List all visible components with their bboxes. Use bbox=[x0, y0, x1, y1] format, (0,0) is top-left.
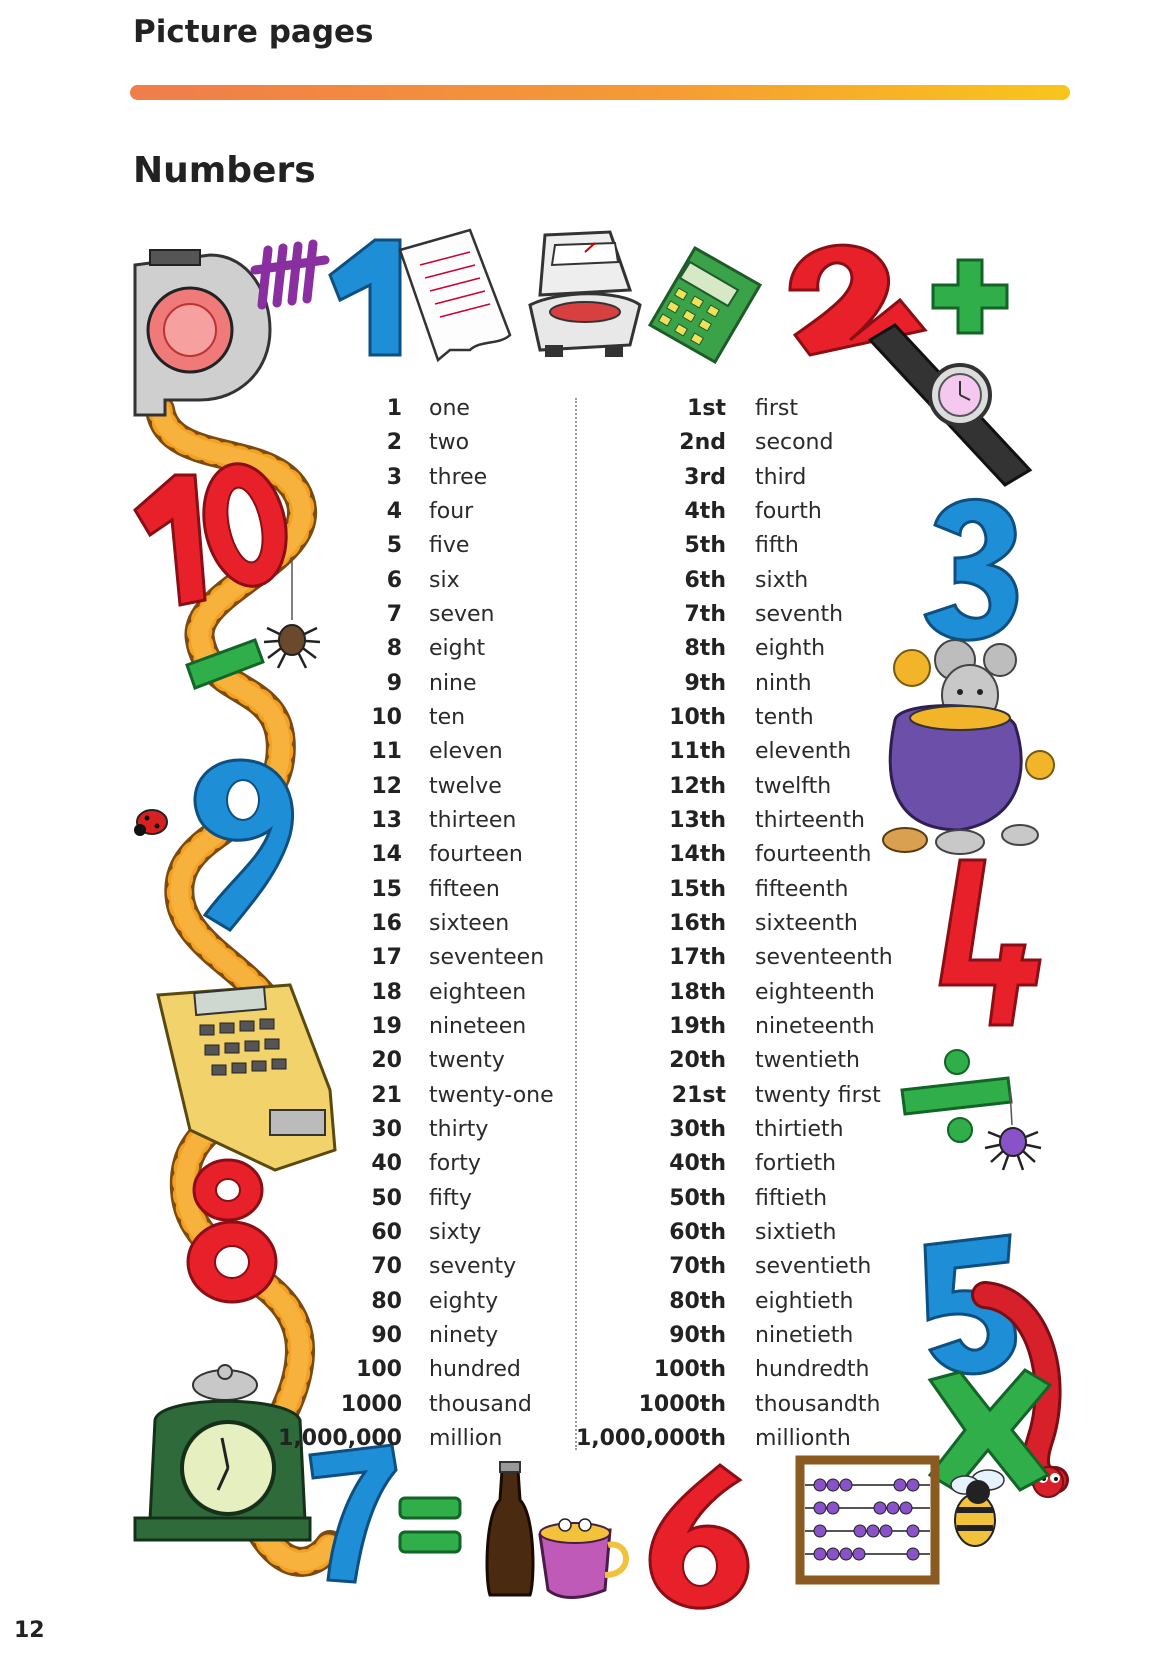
cardinal-numeral: 15 bbox=[371, 876, 402, 902]
cardinal-word-row bbox=[429, 1388, 579, 1422]
ladybird-icon bbox=[134, 810, 167, 836]
ordinal-numeral-row bbox=[560, 1319, 726, 1353]
cardinal-numeral-row bbox=[200, 426, 402, 460]
cardinal-word: thirty bbox=[429, 1116, 489, 1142]
numeral-6-icon bbox=[650, 1465, 748, 1608]
ordinal-word-row bbox=[755, 1388, 975, 1422]
ordinal-word-row bbox=[755, 735, 975, 769]
cardinal-word-row bbox=[429, 495, 579, 529]
cardinal-word-row bbox=[429, 598, 579, 632]
ordinal-numeral-row bbox=[560, 1285, 726, 1319]
cardinal-numeral-row bbox=[200, 461, 402, 495]
cardinal-word: fourteen bbox=[429, 842, 523, 868]
cardinal-word-row bbox=[429, 461, 579, 495]
ordinal-numeral-row bbox=[560, 1388, 726, 1422]
cardinal-numeral: 21 bbox=[371, 1082, 402, 1108]
ordinal-numeral: 8th bbox=[684, 636, 726, 662]
cardinal-numeral-row bbox=[200, 529, 402, 563]
ordinal-word: first bbox=[755, 396, 798, 421]
cardinal-word: eighty bbox=[429, 1288, 499, 1314]
cardinal-numeral: 1 bbox=[386, 396, 402, 421]
cardinal-numeral-row bbox=[200, 976, 402, 1010]
tally-marks-icon bbox=[255, 244, 325, 305]
ordinal-word: eighth bbox=[755, 636, 826, 662]
ordinal-word: millionth bbox=[755, 1425, 851, 1451]
ordinal-word-row bbox=[755, 1319, 975, 1353]
ordinal-word: tenth bbox=[755, 704, 814, 730]
ordinal-word-row bbox=[755, 667, 975, 701]
ordinal-numeral: 100th bbox=[653, 1357, 726, 1383]
cardinal-numeral: 5 bbox=[386, 533, 402, 559]
ordinal-numeral-row bbox=[560, 1010, 726, 1044]
bottle-icon bbox=[487, 1462, 533, 1595]
ordinal-numeral-row bbox=[560, 1353, 726, 1387]
ordinal-word-row bbox=[755, 1010, 975, 1044]
cardinal-word: seventy bbox=[429, 1254, 517, 1280]
cardinal-word-row bbox=[429, 1422, 579, 1456]
cardinal-numeral: 2 bbox=[386, 430, 402, 456]
cardinal-word: eleven bbox=[429, 739, 503, 765]
cardinal-numeral: 20 bbox=[371, 1048, 402, 1074]
page-title: Numbers bbox=[133, 150, 316, 191]
ordinal-word-row bbox=[755, 976, 975, 1010]
cardinal-word-row bbox=[429, 1250, 579, 1284]
ordinal-numeral-row bbox=[560, 873, 726, 907]
cardinal-word-row bbox=[429, 667, 579, 701]
ordinal-numeral-row bbox=[560, 1250, 726, 1284]
ordinal-word-row bbox=[755, 941, 975, 975]
ordinal-numeral-row bbox=[560, 1079, 726, 1113]
cardinal-numeral-row bbox=[200, 1182, 402, 1216]
ordinal-word-row bbox=[755, 1182, 975, 1216]
ordinal-numeral-row bbox=[560, 1216, 726, 1250]
ordinal-word-row bbox=[755, 1250, 975, 1284]
ordinal-word-row bbox=[755, 1285, 975, 1319]
ordinal-word: ninetieth bbox=[755, 1322, 854, 1348]
cardinal-numeral-row bbox=[200, 632, 402, 666]
ordinal-word: second bbox=[755, 430, 834, 456]
ordinal-numeral: 60th bbox=[669, 1219, 726, 1245]
ordinal-word-row bbox=[755, 1147, 975, 1181]
ordinal-numeral-row bbox=[560, 976, 726, 1010]
ordinal-numeral: 4th bbox=[684, 498, 726, 524]
cardinal-word: thirteen bbox=[429, 807, 517, 833]
ordinal-numeral-row bbox=[560, 1182, 726, 1216]
cardinal-numeral-row bbox=[200, 735, 402, 769]
cardinal-word: sixteen bbox=[429, 910, 510, 936]
cardinal-numeral: 13 bbox=[371, 807, 402, 833]
cardinal-numeral: 17 bbox=[371, 945, 402, 971]
plus-icon bbox=[933, 260, 1007, 333]
ordinal-numeral-row bbox=[560, 667, 726, 701]
cardinal-numeral-row bbox=[200, 838, 402, 872]
ordinal-word: thirtieth bbox=[755, 1116, 844, 1142]
ordinal-word-row bbox=[755, 838, 975, 872]
numeral-1-icon bbox=[330, 240, 400, 355]
ordinal-numeral: 11th bbox=[669, 739, 726, 765]
cardinal-word-row bbox=[429, 873, 579, 907]
cardinal-numeral: 19 bbox=[371, 1013, 402, 1039]
cardinal-word: eighteen bbox=[429, 979, 527, 1005]
ordinal-numeral: 13th bbox=[669, 807, 726, 833]
ordinal-numeral: 7th bbox=[684, 601, 726, 627]
cardinal-word: forty bbox=[429, 1151, 481, 1177]
receipt-icon bbox=[400, 230, 510, 360]
cardinal-numeral: 70 bbox=[371, 1254, 402, 1280]
cardinal-word: twelve bbox=[429, 773, 502, 799]
ordinal-numeral: 80th bbox=[669, 1288, 726, 1314]
ordinal-numeral: 1,000,000th bbox=[575, 1425, 726, 1451]
cardinal-numeral-row bbox=[200, 1388, 402, 1422]
page-number: 12 bbox=[14, 1618, 45, 1643]
ordinal-word: ninth bbox=[755, 670, 812, 696]
cardinal-word-row bbox=[429, 632, 579, 666]
ordinal-word-row bbox=[755, 1216, 975, 1250]
ordinal-numeral-row bbox=[560, 701, 726, 735]
cardinal-word-row bbox=[429, 1113, 579, 1147]
ordinal-word: hundredth bbox=[755, 1357, 870, 1383]
cardinal-numeral-row bbox=[200, 667, 402, 701]
cardinal-numeral: 10 bbox=[371, 704, 402, 730]
ordinal-word: thirteenth bbox=[755, 807, 865, 833]
ordinal-numeral: 9th bbox=[684, 670, 726, 696]
cardinal-numeral: 12 bbox=[371, 773, 402, 799]
ordinal-word: third bbox=[755, 464, 807, 490]
cardinal-word: seven bbox=[429, 601, 495, 627]
cardinal-word-row bbox=[429, 770, 579, 804]
ordinal-numeral: 20th bbox=[669, 1048, 726, 1074]
ordinal-numeral-row bbox=[560, 632, 726, 666]
ordinal-numeral: 21st bbox=[671, 1082, 726, 1108]
cardinal-numeral-row bbox=[200, 873, 402, 907]
cardinal-numeral: 30 bbox=[371, 1116, 402, 1142]
ordinal-word-row bbox=[755, 1044, 975, 1078]
ordinal-word: twentieth bbox=[755, 1048, 860, 1074]
cardinal-word: hundred bbox=[429, 1357, 521, 1383]
ordinal-word: seventieth bbox=[755, 1254, 872, 1280]
cardinal-word-row bbox=[429, 804, 579, 838]
cardinal-word-row bbox=[429, 529, 579, 563]
ordinal-word: eighteenth bbox=[755, 979, 875, 1005]
cardinal-numeral: 1,000,000 bbox=[278, 1425, 402, 1451]
ordinal-word: fiftieth bbox=[755, 1185, 828, 1211]
ordinal-numeral-row bbox=[560, 770, 726, 804]
cardinal-word-row bbox=[429, 1147, 579, 1181]
ordinal-word-row bbox=[755, 907, 975, 941]
ordinal-numeral: 50th bbox=[669, 1185, 726, 1211]
ordinal-word-row bbox=[755, 770, 975, 804]
ordinal-numeral-row bbox=[560, 1113, 726, 1147]
ordinal-word: sixteenth bbox=[755, 910, 858, 936]
ordinal-word: fourteenth bbox=[755, 842, 872, 868]
cardinal-numeral: 7 bbox=[386, 601, 402, 627]
cardinal-numeral: 3 bbox=[386, 464, 402, 490]
mug-icon bbox=[540, 1519, 626, 1598]
cardinal-word: sixty bbox=[429, 1219, 482, 1245]
cardinal-numeral-row bbox=[200, 907, 402, 941]
ordinal-word-row bbox=[755, 461, 975, 495]
cardinal-word: ten bbox=[429, 704, 466, 730]
ordinal-numeral-row bbox=[560, 564, 726, 598]
ordinal-word-row bbox=[755, 701, 975, 735]
ordinal-word: fourth bbox=[755, 498, 822, 524]
ordinal-word-row bbox=[755, 1422, 975, 1456]
ordinal-word: twelfth bbox=[755, 773, 832, 799]
cardinal-numeral: 14 bbox=[371, 842, 402, 868]
ordinal-numeral: 70th bbox=[669, 1254, 726, 1280]
cardinal-numeral-row bbox=[200, 1422, 402, 1456]
cardinal-numeral: 1000 bbox=[340, 1391, 402, 1417]
ordinal-word: fortieth bbox=[755, 1151, 837, 1177]
cardinal-word-row bbox=[429, 907, 579, 941]
cardinal-numeral: 9 bbox=[386, 670, 402, 696]
ordinal-numeral-row bbox=[560, 392, 726, 426]
ordinal-numeral-row bbox=[560, 1147, 726, 1181]
bee-icon bbox=[951, 1470, 1004, 1546]
ordinal-numeral: 1st bbox=[687, 396, 726, 421]
ordinal-word: thousandth bbox=[755, 1391, 881, 1417]
tape-measure-icon bbox=[135, 250, 270, 415]
ordinal-word-row bbox=[755, 392, 975, 426]
ordinal-word-row bbox=[755, 1079, 975, 1113]
ordinal-word-row bbox=[755, 598, 975, 632]
cardinal-numeral-row bbox=[200, 1250, 402, 1284]
ordinal-word: eleventh bbox=[755, 739, 852, 765]
ordinal-words-column bbox=[755, 392, 975, 1456]
cardinal-numeral-row bbox=[200, 1353, 402, 1387]
cardinal-word-row bbox=[429, 976, 579, 1010]
ordinal-word-row bbox=[755, 1113, 975, 1147]
cardinal-numeral: 4 bbox=[386, 498, 402, 524]
cardinal-word-row bbox=[429, 392, 579, 426]
ordinal-word: seventeenth bbox=[755, 945, 893, 971]
ordinal-numeral: 5th bbox=[684, 533, 726, 559]
ordinal-numeral-row bbox=[560, 735, 726, 769]
ordinal-numeral: 30th bbox=[669, 1116, 726, 1142]
cardinal-word: four bbox=[429, 498, 474, 524]
ordinal-numeral-row bbox=[560, 1044, 726, 1078]
cardinal-numeral-row bbox=[200, 804, 402, 838]
ordinal-numeral-row bbox=[560, 804, 726, 838]
cardinal-numeral-row bbox=[200, 495, 402, 529]
cardinal-word: six bbox=[429, 567, 460, 593]
cardinal-numerals-column bbox=[200, 392, 402, 1456]
cardinal-word-row bbox=[429, 1044, 579, 1078]
ordinal-word-row bbox=[755, 804, 975, 838]
ordinal-word-row bbox=[755, 873, 975, 907]
ordinal-numeral: 90th bbox=[669, 1322, 726, 1348]
ordinal-numeral: 19th bbox=[669, 1013, 726, 1039]
cardinal-word-row bbox=[429, 1319, 579, 1353]
cardinal-numeral: 80 bbox=[371, 1288, 402, 1314]
ordinal-numeral: 1000th bbox=[638, 1391, 726, 1417]
cardinal-numeral: 11 bbox=[371, 739, 402, 765]
cardinal-numeral-row bbox=[200, 941, 402, 975]
ordinal-word: fifth bbox=[755, 533, 799, 559]
cardinal-word-row bbox=[429, 1285, 579, 1319]
ordinal-numerals-column bbox=[560, 392, 726, 1456]
ordinal-word: eightieth bbox=[755, 1288, 854, 1314]
cardinal-word-row bbox=[429, 564, 579, 598]
cardinal-numeral-row bbox=[200, 1079, 402, 1113]
ordinal-word: sixth bbox=[755, 567, 809, 593]
cardinal-word: thousand bbox=[429, 1391, 532, 1417]
cardinal-word: fifteen bbox=[429, 876, 500, 902]
cardinal-word-row bbox=[429, 1182, 579, 1216]
ordinal-word-row bbox=[755, 1353, 975, 1387]
cardinal-numeral: 100 bbox=[356, 1357, 402, 1383]
cardinal-numeral-row bbox=[200, 1113, 402, 1147]
ordinal-word-row bbox=[755, 426, 975, 460]
abacus-icon bbox=[800, 1460, 935, 1580]
cardinal-numeral-row bbox=[200, 1319, 402, 1353]
cardinal-word: nine bbox=[429, 670, 477, 696]
cardinal-numeral-row bbox=[200, 1044, 402, 1078]
ordinal-numeral: 15th bbox=[669, 876, 726, 902]
cardinal-numeral-row bbox=[200, 1010, 402, 1044]
ordinal-numeral: 18th bbox=[669, 979, 726, 1005]
ordinal-numeral-row bbox=[560, 941, 726, 975]
weighing-scales-icon bbox=[530, 232, 640, 357]
cardinal-word-row bbox=[429, 941, 579, 975]
ordinal-numeral-row bbox=[560, 907, 726, 941]
cardinal-numeral-row bbox=[200, 564, 402, 598]
cardinal-numeral: 40 bbox=[371, 1151, 402, 1177]
cardinal-word: nineteen bbox=[429, 1013, 527, 1039]
cardinal-word-row bbox=[429, 1216, 579, 1250]
cardinal-numeral: 50 bbox=[371, 1185, 402, 1211]
ordinal-word: twenty first bbox=[755, 1082, 881, 1108]
cardinal-word: seventeen bbox=[429, 945, 545, 971]
ordinal-word: nineteenth bbox=[755, 1013, 875, 1039]
cardinal-numeral-row bbox=[200, 598, 402, 632]
ordinal-numeral: 3rd bbox=[684, 464, 726, 490]
ordinal-numeral-row bbox=[560, 838, 726, 872]
ordinal-word-row bbox=[755, 564, 975, 598]
cardinal-numeral: 8 bbox=[386, 636, 402, 662]
ordinal-numeral: 16th bbox=[669, 910, 726, 936]
cardinal-word: fifty bbox=[429, 1185, 472, 1211]
ordinal-numeral: 10th bbox=[669, 704, 726, 730]
cardinal-word-row bbox=[429, 1353, 579, 1387]
cardinal-word: two bbox=[429, 430, 470, 456]
ordinal-numeral-row bbox=[560, 598, 726, 632]
cardinal-numeral-row bbox=[200, 701, 402, 735]
cardinal-word: eight bbox=[429, 636, 486, 662]
ordinal-word: sixtieth bbox=[755, 1219, 837, 1245]
cardinal-numeral: 60 bbox=[371, 1219, 402, 1245]
cardinal-word: twenty bbox=[429, 1048, 505, 1074]
ordinal-numeral-row bbox=[560, 1422, 726, 1456]
cardinal-word-row bbox=[429, 735, 579, 769]
cardinal-numeral-row bbox=[200, 1216, 402, 1250]
ordinal-word-row bbox=[755, 495, 975, 529]
cardinal-numeral-row bbox=[200, 770, 402, 804]
cardinal-numeral-row bbox=[200, 1285, 402, 1319]
ordinal-numeral: 17th bbox=[669, 945, 726, 971]
cardinal-numeral: 18 bbox=[371, 979, 402, 1005]
cardinal-numeral: 6 bbox=[386, 567, 402, 593]
equals-icon bbox=[400, 1498, 460, 1552]
cardinal-word: three bbox=[429, 464, 488, 490]
ordinal-numeral-row bbox=[560, 495, 726, 529]
cardinal-word: million bbox=[429, 1425, 503, 1451]
ordinal-numeral: 14th bbox=[669, 842, 726, 868]
ordinal-numeral: 40th bbox=[669, 1151, 726, 1177]
cardinal-word-row bbox=[429, 701, 579, 735]
section-header: Picture pages bbox=[133, 14, 374, 50]
ordinal-numeral-row bbox=[560, 529, 726, 563]
cardinal-word-row bbox=[429, 426, 579, 460]
cardinal-word-row bbox=[429, 1079, 579, 1113]
cardinal-word: one bbox=[429, 396, 470, 421]
ordinal-word: seventh bbox=[755, 601, 844, 627]
ordinal-numeral: 2nd bbox=[679, 430, 726, 456]
ordinal-word-row bbox=[755, 529, 975, 563]
cardinal-numeral-row bbox=[200, 392, 402, 426]
cardinal-numeral: 16 bbox=[371, 910, 402, 936]
ordinal-numeral-row bbox=[560, 426, 726, 460]
ordinal-word: fifteenth bbox=[755, 876, 849, 902]
ordinal-numeral: 12th bbox=[669, 773, 726, 799]
ordinal-numeral: 6th bbox=[684, 567, 726, 593]
ordinal-word-row bbox=[755, 632, 975, 666]
ordinal-numeral-row bbox=[560, 461, 726, 495]
cardinal-word-row bbox=[429, 1010, 579, 1044]
cardinal-numeral: 90 bbox=[371, 1322, 402, 1348]
calculator-icon bbox=[650, 248, 760, 362]
cardinal-words-column bbox=[429, 392, 579, 1456]
cardinal-word-row bbox=[429, 838, 579, 872]
cardinal-word: twenty-one bbox=[429, 1082, 554, 1108]
cardinal-word: five bbox=[429, 533, 470, 559]
cardinal-word: ninety bbox=[429, 1322, 499, 1348]
cardinal-numeral-row bbox=[200, 1147, 402, 1181]
